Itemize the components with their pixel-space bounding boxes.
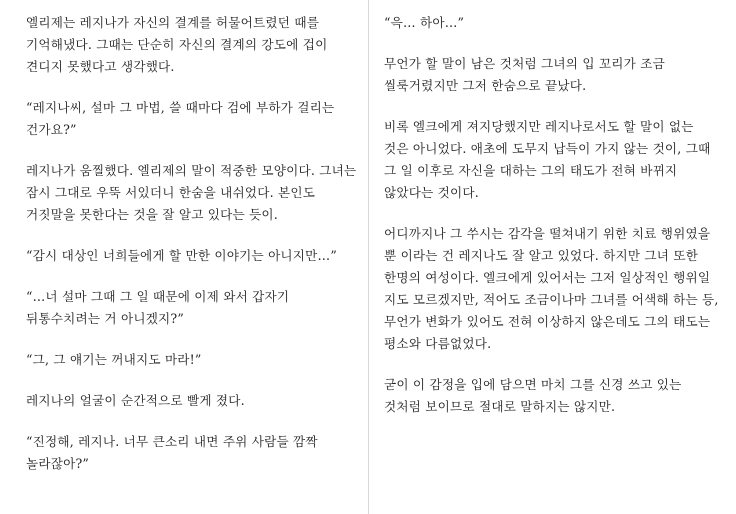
paragraph	[384, 12, 728, 34]
text-line: 것은 아니었다. 애초에 도무지 납득이 가지 않는 것이, 그때	[384, 141, 711, 156]
paragraph	[26, 390, 360, 412]
text-line: 그 일 이후로 자신을 대하는 그의 태도가 전혀 바뀌지	[384, 163, 678, 178]
text-line: 씰룩거렸지만 그저 한숨으로 끝났다.	[384, 78, 587, 93]
right-page	[370, 0, 736, 514]
text-line: 레지나가 움찔했다. 엘리제의 말이 적중한 모양이다. 그녀는	[26, 163, 357, 178]
paragraph	[384, 116, 728, 204]
text-line: 무언가 변화가 있어도 전혀 이상하지 않은데도 그의 태도는	[384, 314, 711, 329]
text-line: 않았다는 것이다.	[384, 185, 479, 200]
text-line: 한명의 여성이다. 엘크에게 있어서는 그저 일상적인 행위일	[384, 270, 711, 285]
text-line: 굳이 이 감정을 입에 담으면 마치 그를 신경 쓰고 있는	[384, 377, 682, 392]
text-line: 놀라잖아?”	[26, 456, 90, 471]
paragraph	[26, 349, 360, 371]
text-line: 기억해냈다. 그때는 단순히 자신의 결계의 강도에 겁이	[26, 37, 328, 52]
text-line: 것처럼 보이므로 절대로 말하지는 않지만.	[384, 399, 616, 414]
text-line: “그, 그 얘기는 꺼내지도 마라!”	[26, 352, 202, 367]
text-line: 건가요?”	[26, 122, 77, 137]
text-line: 어디까지나 그 쑤시는 감각을 떨쳐내기 위한 치료 행위였을	[384, 226, 711, 241]
text-line: 뿐 이라는 건 레지나도 잘 알고 있었다. 하지만 그녀 또한	[384, 248, 699, 263]
paragraph	[26, 160, 360, 226]
text-line: “레지나씨, 설마 그 마법, 쓸 때마다 검에 부하가 걸리는	[26, 100, 335, 115]
text-line: 레지나의 얼굴이 순간적으로 빨게 졌다.	[26, 393, 245, 408]
text-line: 무언가 할 말이 남은 것처럼 그녀의 입 꼬리가 조금	[384, 56, 665, 71]
text-line: 뒤통수치려는 거 아니겠지?”	[26, 311, 185, 326]
text-line: 지도 모르겠지만, 적어도 조금이나마 그녀를 어색해 하는 등,	[384, 292, 719, 307]
text-line: 평소와 다름없었다.	[384, 336, 492, 351]
text-line: “…너 설마 그때 그 일 때문에 이제 와서 갑자기	[26, 289, 290, 304]
paragraph	[384, 223, 728, 355]
text-line: “윽… 하아…”	[384, 15, 465, 30]
text-line: 잠시 그대로 우뚝 서있더니 한숨을 내쉬었다. 본인도	[26, 185, 316, 200]
text-line: “감시 대상인 너희들에게 할 만한 이야기는 아니지만…”	[26, 248, 337, 263]
paragraph	[26, 245, 360, 267]
text-line: 견디지 못했다고 생각했다.	[26, 59, 175, 74]
paragraph	[384, 53, 728, 97]
page-divider	[368, 0, 369, 514]
paragraph	[26, 97, 360, 141]
paragraph	[26, 286, 360, 330]
text-line: 비록 엘크에게 져지당했지만 레지나로서도 할 말이 없는	[384, 119, 694, 134]
text-line: 거짓말을 못한다는 것을 잘 알고 있다는 듯이.	[26, 207, 279, 222]
paragraph	[26, 431, 360, 475]
paragraph	[26, 12, 360, 78]
text-line: 엘리제는 레지나가 자신의 결계를 허물어트렸던 때를	[26, 15, 320, 30]
text-line: “진정해, 레지나. 너무 큰소리 내면 주위 사람들 깜짝	[26, 434, 318, 449]
paragraph	[384, 374, 728, 418]
